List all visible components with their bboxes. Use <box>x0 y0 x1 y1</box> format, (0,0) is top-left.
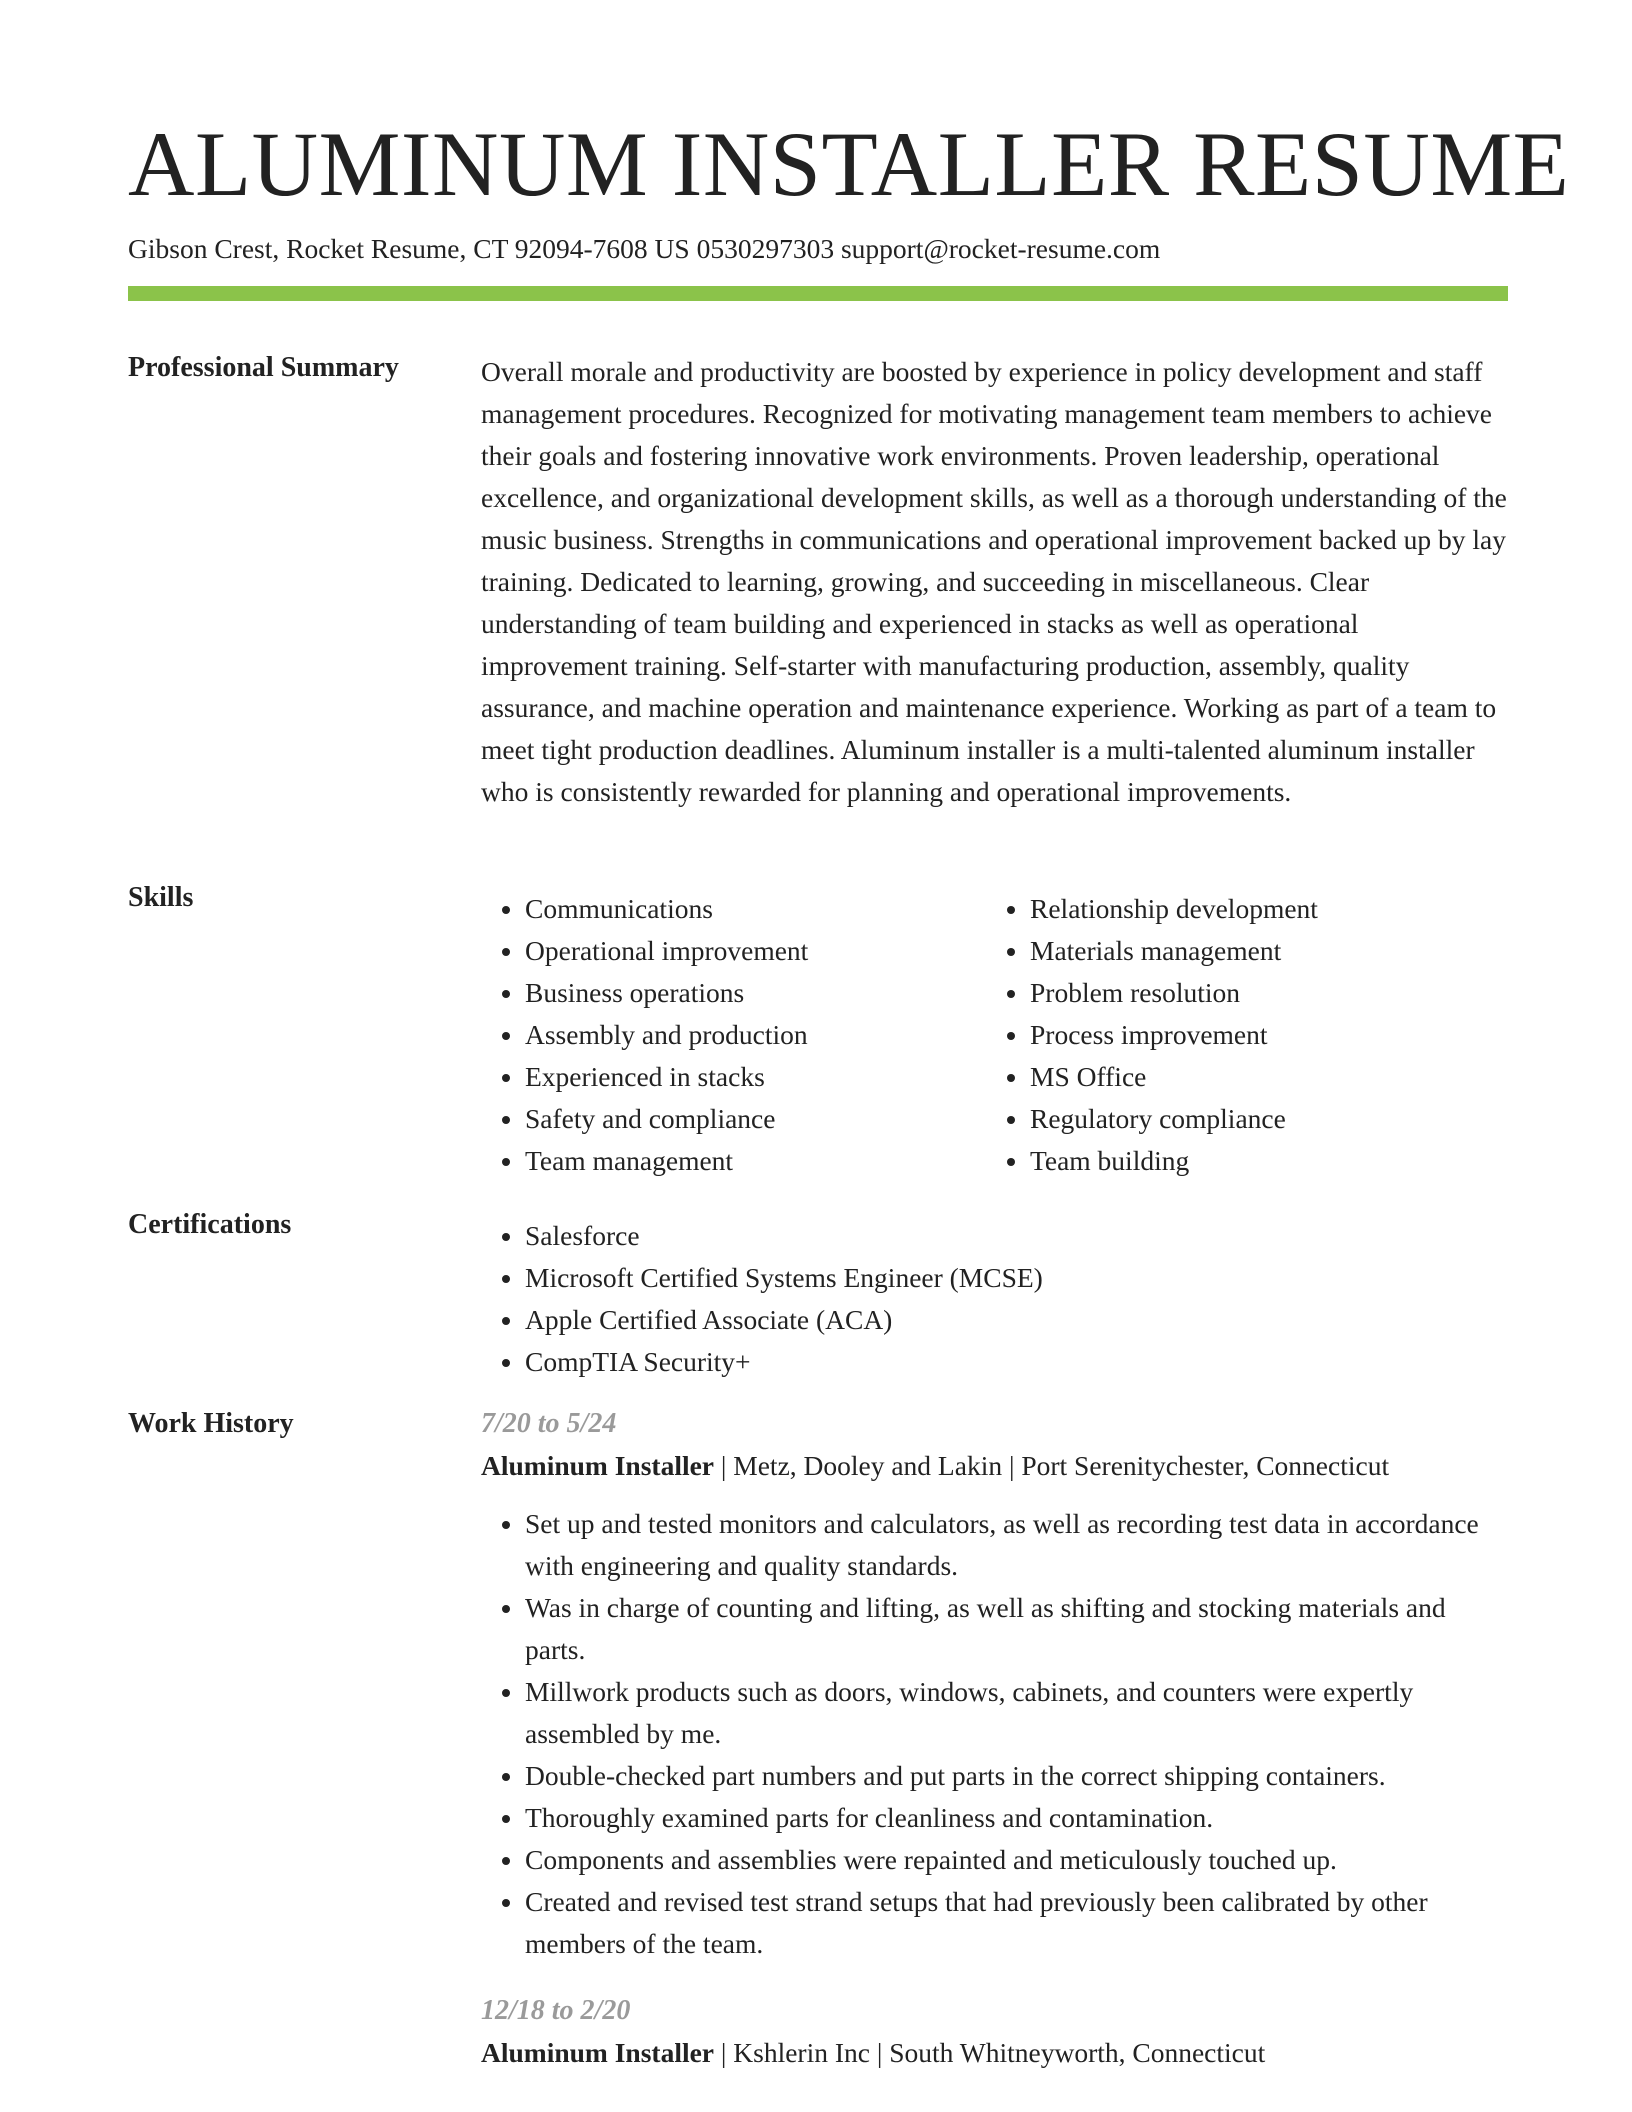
skill-item: • Relationship development <box>1030 888 1550 930</box>
skill-item: • Communications <box>525 888 1005 930</box>
certification-item: • Apple Certified Associate (ACA) <box>525 1299 1545 1341</box>
job-duties-list <box>481 1503 1511 1965</box>
job-role: Aluminum Installer <box>481 2037 715 2068</box>
job-duty-item: • Components and assemblies were repainted and meticulously touched up. <box>525 1839 1511 1881</box>
skills-list-right <box>986 888 1550 1182</box>
job-entry <box>481 1403 1511 1965</box>
work-history-heading: Work History <box>128 1408 294 1439</box>
skill-item: • Process improvement <box>1030 1014 1550 1056</box>
skill-item: • Operational improvement <box>525 930 1005 972</box>
skill-item: • MS Office <box>1030 1056 1550 1098</box>
job-duty-item: • Thoroughly examined parts for cleanliness and contamination. <box>525 1797 1511 1839</box>
skill-item: • Materials management <box>1030 930 1550 972</box>
skill-item: • Problem resolution <box>1030 972 1550 1014</box>
skill-item: • Experienced in stacks <box>525 1056 1005 1098</box>
job-duty-item: • Set up and tested monitors and calculators, as well as recording test data in accordance with engineering and quality standards. <box>525 1503 1511 1587</box>
job-role: Aluminum Installer <box>481 1450 715 1481</box>
skill-item: • Business operations <box>525 972 1005 1014</box>
job-title-line <box>481 2032 1511 2074</box>
summary-heading: Professional Summary <box>128 352 399 383</box>
job-duty-item: • Double-checked part numbers and put parts in the correct shipping containers. <box>525 1755 1511 1797</box>
job-company-location: | Kshlerin Inc | South Whitneyworth, Connecticut <box>714 2037 1266 2068</box>
skills-heading: Skills <box>128 882 194 913</box>
job-dates: 7/20 to 5/24 <box>481 1408 617 1439</box>
job-duty-item: • Millwork products such as doors, windows, cabinets, and counters were expertly assembled by me. <box>525 1671 1511 1755</box>
skill-item: • Team building <box>1030 1140 1550 1182</box>
job-duty-item: • Created and revised test strand setups that had previously been calibrated by other members of the team. <box>525 1881 1511 1965</box>
summary-text: Overall morale and productivity are boosted by experience in policy development and staff management procedures. Recognized for motivating management team members to achieve their goals and fostering innovative work environments. Proven leadership, operational excellence, and organizational development skills, as well as a thorough understanding of the music business. Strengths in communications and operational improvement backed up by lay training. Dedicated to learning, growing, and succeeding in miscellaneous. Clear understanding of team building and experienced in stacks as well as operational improvement training. Self-starter with manufacturing production, assembly, quality assurance, and machine operation and maintenance experience. Working as part of a team to meet tight production deadlines. Aluminum installer is a multi-talented aluminum installer who is consistently rewarded for planning and operational improvements. <box>481 356 1507 807</box>
job-company-location: | Metz, Dooley and Lakin | Port Serenitychester, Connecticut <box>714 1450 1390 1481</box>
job-dates: 12/18 to 2/20 <box>481 1995 631 2026</box>
certifications-list <box>481 1215 1545 1383</box>
certifications-heading: Certifications <box>128 1209 292 1240</box>
certification-item: • CompTIA Security+ <box>525 1341 1545 1383</box>
skill-item: • Regulatory compliance <box>1030 1098 1550 1140</box>
skill-item: • Assembly and production <box>525 1014 1005 1056</box>
job-duty-item: • Was in charge of counting and lifting, as well as shifting and stocking materials and parts. <box>525 1587 1511 1671</box>
resume-title: ALUMINUM INSTALLER RESUME <box>128 113 1570 215</box>
skills-list-left <box>481 888 1005 1182</box>
job-entry <box>481 1990 1511 2074</box>
certification-item: • Microsoft Certified Systems Engineer (MCSE) <box>525 1257 1545 1299</box>
accent-divider <box>128 286 1508 301</box>
skill-item: • Safety and compliance <box>525 1098 1005 1140</box>
skill-item: • Team management <box>525 1140 1005 1182</box>
certification-item: • Salesforce <box>525 1215 1545 1257</box>
contact-info: Gibson Crest, Rocket Resume, CT 92094-7608 US 0530297303 support@rocket-resume.com <box>128 233 1161 264</box>
job-title-line <box>481 1445 1511 1487</box>
